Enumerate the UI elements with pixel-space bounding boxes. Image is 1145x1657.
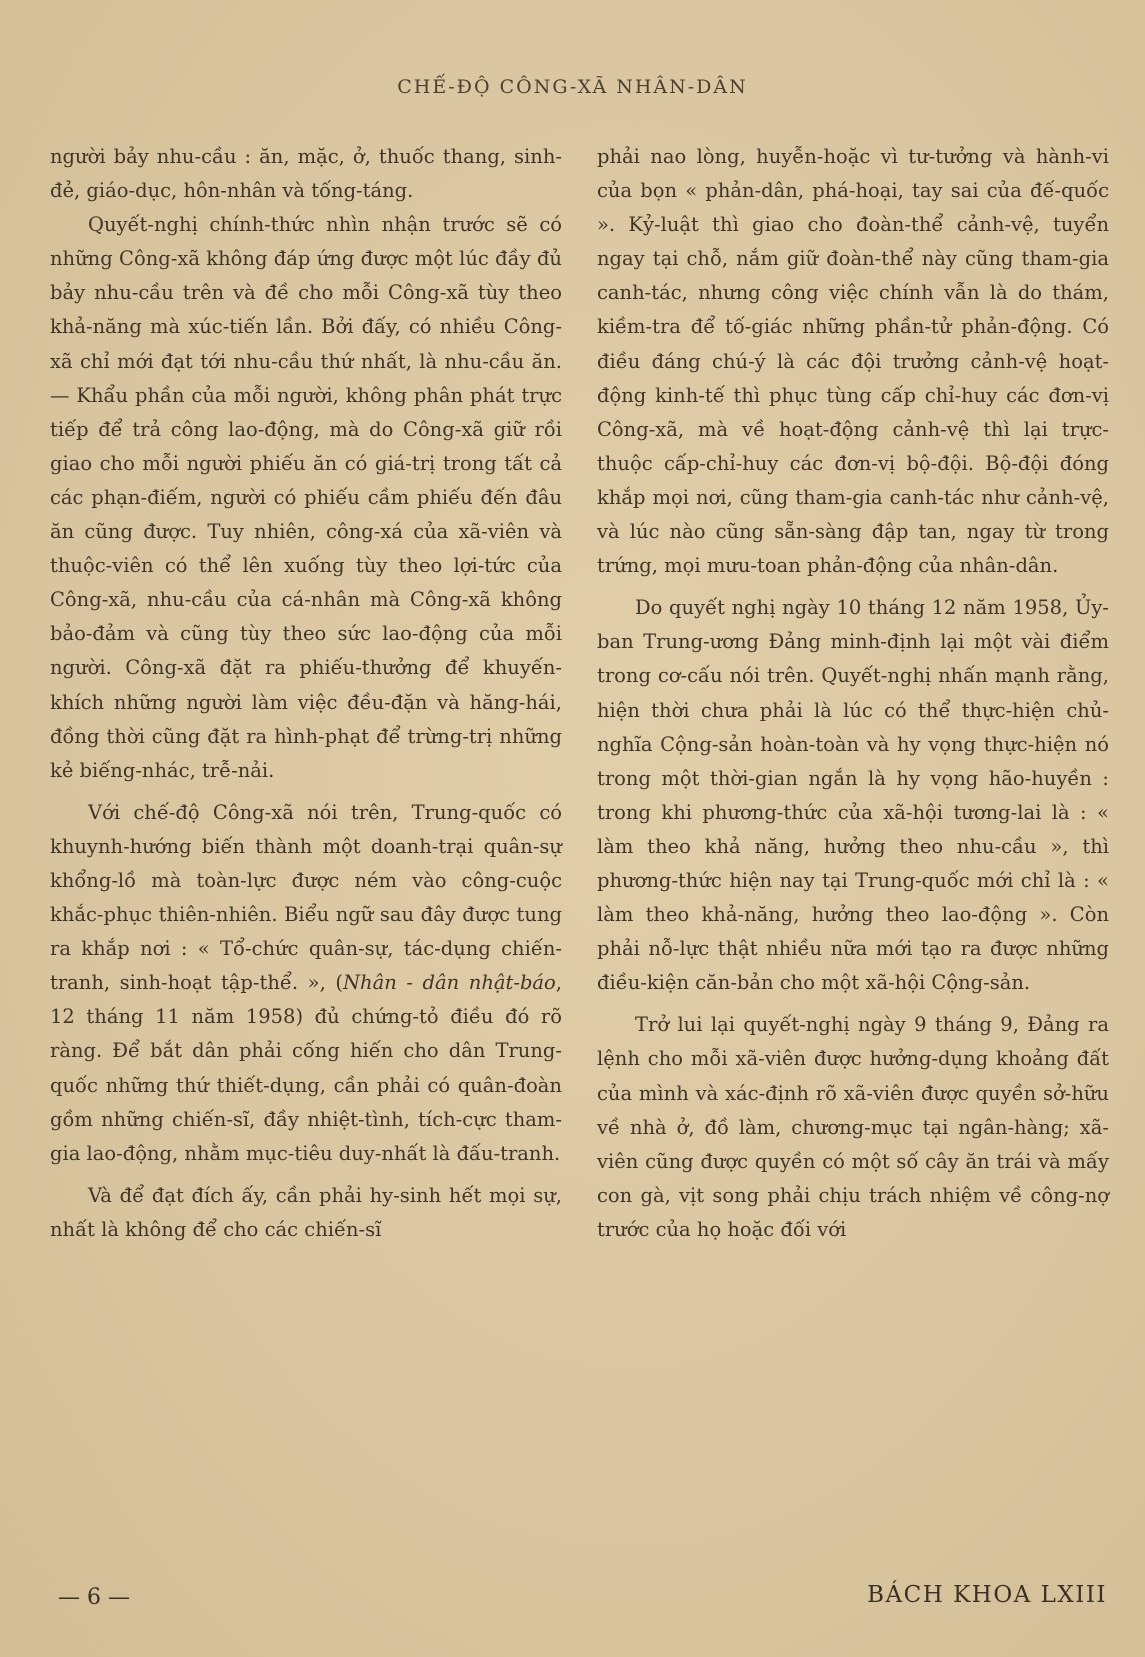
paragraph: Quyết-nghị chính-thức nhìn nhận trước sẽ có những Công-xã không đáp ứng được một lúc đầy đủ bảy nhu-cầu trên và đề cho mỗi Công-xã tùy theo khả-năng mà xúc-tiến lần. Bởi đấy, có nhiều Công-xã chỉ mới đạt tới nhu-cầu thứ nhất, là nhu-cầu ăn.— Khẩu phần của mỗi người, không phân phát trực tiếp để trả công lao-động, mà do Công-xã giữ rồi giao cho mỗi người phiếu ăn có giá-trị trong tất cả các phạn-điếm, người có phiếu cầm phiếu đến đâu ăn cũng được. Tuy nhiên, công-xá của xã-viên và thuộc-viên có thể lên xuống tùy theo lợi-tức của Công-xã, nhu-cầu của cá-nhân mà Công-xã không bảo-đảm và cũng tùy theo sức lao-động của mỗi người. Công-xã đặt ra phiếu-thưởng để khuyến-khích những người làm việc đều-đặn và hăng-hái, đồng thời cũng đặt ra hình-phạt để trừng-trị những kẻ biếng-nhác, trễ-nải.: [50, 213, 562, 782]
magazine-name: BÁCH KHOA LXIII: [867, 1582, 1107, 1608]
paragraph-text: Với chế-độ Công-xã nói trên, Trung-quốc có khuynh-hướng biến thành một doanh-trại quân-sự khổng-lồ mà toàn-lực được ném vào công-cuộc khắc-phục thiên-nhiên. Biểu ngữ sau đây được tung ra khắp nơi : « Tổ-chức quân-sự, tác-dụng chiến-tranh, sinh-hoạt tập-thể. », (: [50, 800, 562, 995]
paragraph: [50, 796, 562, 1171]
paragraph: Trở lui lại quyết-nghị ngày 9 tháng 9, Đảng ra lệnh cho mỗi xã-viên được hưởng-dụng khoảng đất của mình và xác-định rõ xã-viên được quyền sở-hữu về nhà ở, đồ làm, chương-mục tại ngân-hàng; xã-viên cũng được quyền có một số cây ăn trái và mấy con gà, vịt song phải chịu trách nhiệm về công-nợ trước của họ hoặc đối với: [597, 1013, 1109, 1241]
page-number: — 6 —: [58, 1585, 130, 1610]
left-column: [50, 140, 562, 1247]
paragraph: Do quyết nghị ngày 10 tháng 12 năm 1958, Ủy-ban Trung-ương Đảng minh-định lại một vài điểm trong cơ-cấu nói trên. Quyết-nghị nhấn mạnh rằng, hiện thời chưa phải là lúc có thể thực-hiện chủ-nghĩa Cộng-sản hoàn-toàn và hy vọng thực-hiện nó trong một thời-gian ngắn là hy vọng hão-huyền : trong khi phương-thức của xã-hội tương-lai là : « làm theo khả năng, hưởng theo nhu-cầu », thì phương-thức hiện nay tại Trung-quốc mới chỉ là : « làm theo khả-năng, hưởng theo lao-động ». Còn phải nỗ-lực thật nhiều nữa mới tạo ra được những điều-kiện căn-bản cho một xã-hội Cộng-sản.: [597, 596, 1109, 995]
running-title: CHẾ-ĐỘ CÔNG-XÃ NHÂN-DÂN: [397, 76, 748, 98]
paragraph: Và để đạt đích ấy, cần phải hy-sinh hết mọi sự, nhất là không để cho các chiến-sĩ: [50, 1183, 562, 1241]
paragraph: phải nao lòng, huyễn-hoặc vì tư-tưởng và hành-vi của bọn « phản-dân, phá-hoại, tay sai của đế-quốc ». Kỷ-luật thì giao cho đoàn-thể cảnh-vệ, tuyển ngay tại chỗ, nắm giữ đoàn-thể này cũng tham-gia canh-tác, nhưng công việc chính vẫn là do thám, kiềm-tra để tố-giác những phần-tử phản-động. Có điều đáng chú-ý là các đội trưởng cảnh-vệ hoạt-động kinh-tế thì phục tùng cấp chỉ-huy các đơn-vị Công-xã, mà về hoạt-động cảnh-vệ thì lại trực-thuộc cấp-chỉ-huy các đơn-vị bộ-đội. Bộ-đội đóng khắp mọi nơi, cũng tham-gia canh-tác như cảnh-vệ, và lúc nào cũng sẵn-sàng đập tan, ngay từ trong trứng, mọi mưu-toan phản-động của nhân-dân.: [597, 145, 1109, 578]
newspaper-title: Nhân - dân nhật-báo: [342, 971, 556, 995]
paragraph: người bảy nhu-cầu : ăn, mặc, ở, thuốc thang, sinh-đẻ, giáo-dục, hôn-nhân và tống-táng.: [50, 145, 562, 203]
right-column: [597, 140, 1109, 1247]
paragraph-text: , 12 tháng 11 năm 1958) đủ chứng-tỏ điều đó rõ ràng. Để bắt dân phải cống hiến cho dân Trung-quốc những thứ thiết-dụng, cần phải có quân-đoàn gồm những chiến-sĩ, đầy nhiệt-tình, tích-cực tham-gia lao-động, nhằm mục-tiêu duy-nhất là đấu-tranh.: [50, 971, 562, 1165]
